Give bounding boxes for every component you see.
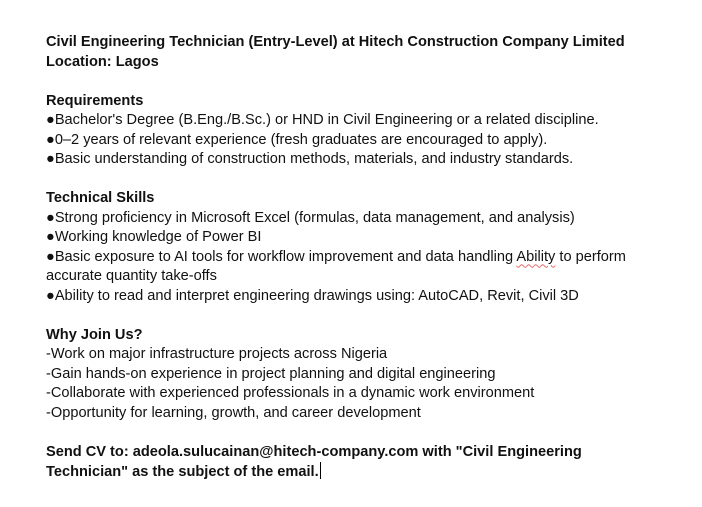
blank-line bbox=[46, 170, 686, 190]
benefit-item: -Gain hands-on experience in project planning and digital engineering bbox=[46, 365, 496, 382]
contact-instructions-end bbox=[46, 462, 686, 483]
requirements-heading: Requirements bbox=[46, 92, 144, 109]
text-cursor bbox=[320, 462, 322, 479]
skill-item-text: to perform bbox=[555, 248, 626, 265]
document-body[interactable] bbox=[46, 33, 686, 483]
job-location: Location: Lagos bbox=[46, 53, 159, 70]
skill-item: ●Strong proficiency in Microsoft Excel (formulas, data management, and analysis) bbox=[46, 209, 575, 226]
requirement-item: ●0–2 years of relevant experience (fresh graduates are encouraged to apply). bbox=[46, 131, 548, 148]
why-join-heading: Why Join Us? bbox=[46, 326, 143, 343]
blank-line bbox=[46, 423, 686, 443]
benefit-item: -Collaborate with experienced professionals in a dynamic work environment bbox=[46, 385, 535, 401]
contact-instructions: Send CV to: adeola.sulucainan@hitech-company.com with "Civil Engineering bbox=[46, 443, 582, 460]
skill-item-continuation: accurate quantity take-offs bbox=[46, 268, 217, 284]
skill-item: ●Ability to read and interpret engineering drawings using: AutoCAD, Revit, Civil 3D bbox=[46, 287, 579, 304]
job-title: Civil Engineering Technician (Entry-Level) at Hitech Construction Company Limited bbox=[46, 34, 625, 50]
technical-skills-heading: Technical Skills bbox=[46, 190, 155, 206]
skill-item-ai-tools bbox=[46, 248, 686, 268]
spellcheck-flagged-word[interactable]: Ability bbox=[516, 248, 556, 265]
blank-line bbox=[46, 306, 686, 326]
benefit-item: -Opportunity for learning, growth, and career development bbox=[46, 404, 421, 421]
requirement-item: ●Bachelor's Degree (B.Eng./B.Sc.) or HND in Civil Engineering or a related discipline. bbox=[46, 112, 599, 128]
blank-line bbox=[46, 72, 686, 92]
benefit-item: -Work on major infrastructure projects across Nigeria bbox=[46, 346, 388, 362]
requirement-item: ●Basic understanding of construction methods, materials, and industry standards. bbox=[46, 151, 574, 167]
contact-text: Technician" as the subject of the email. bbox=[46, 464, 319, 480]
skill-item-text: ●Basic exposure to AI tools for workflow improvement and data handling bbox=[46, 248, 517, 265]
skill-item: ●Working knowledge of Power BI bbox=[46, 229, 262, 245]
